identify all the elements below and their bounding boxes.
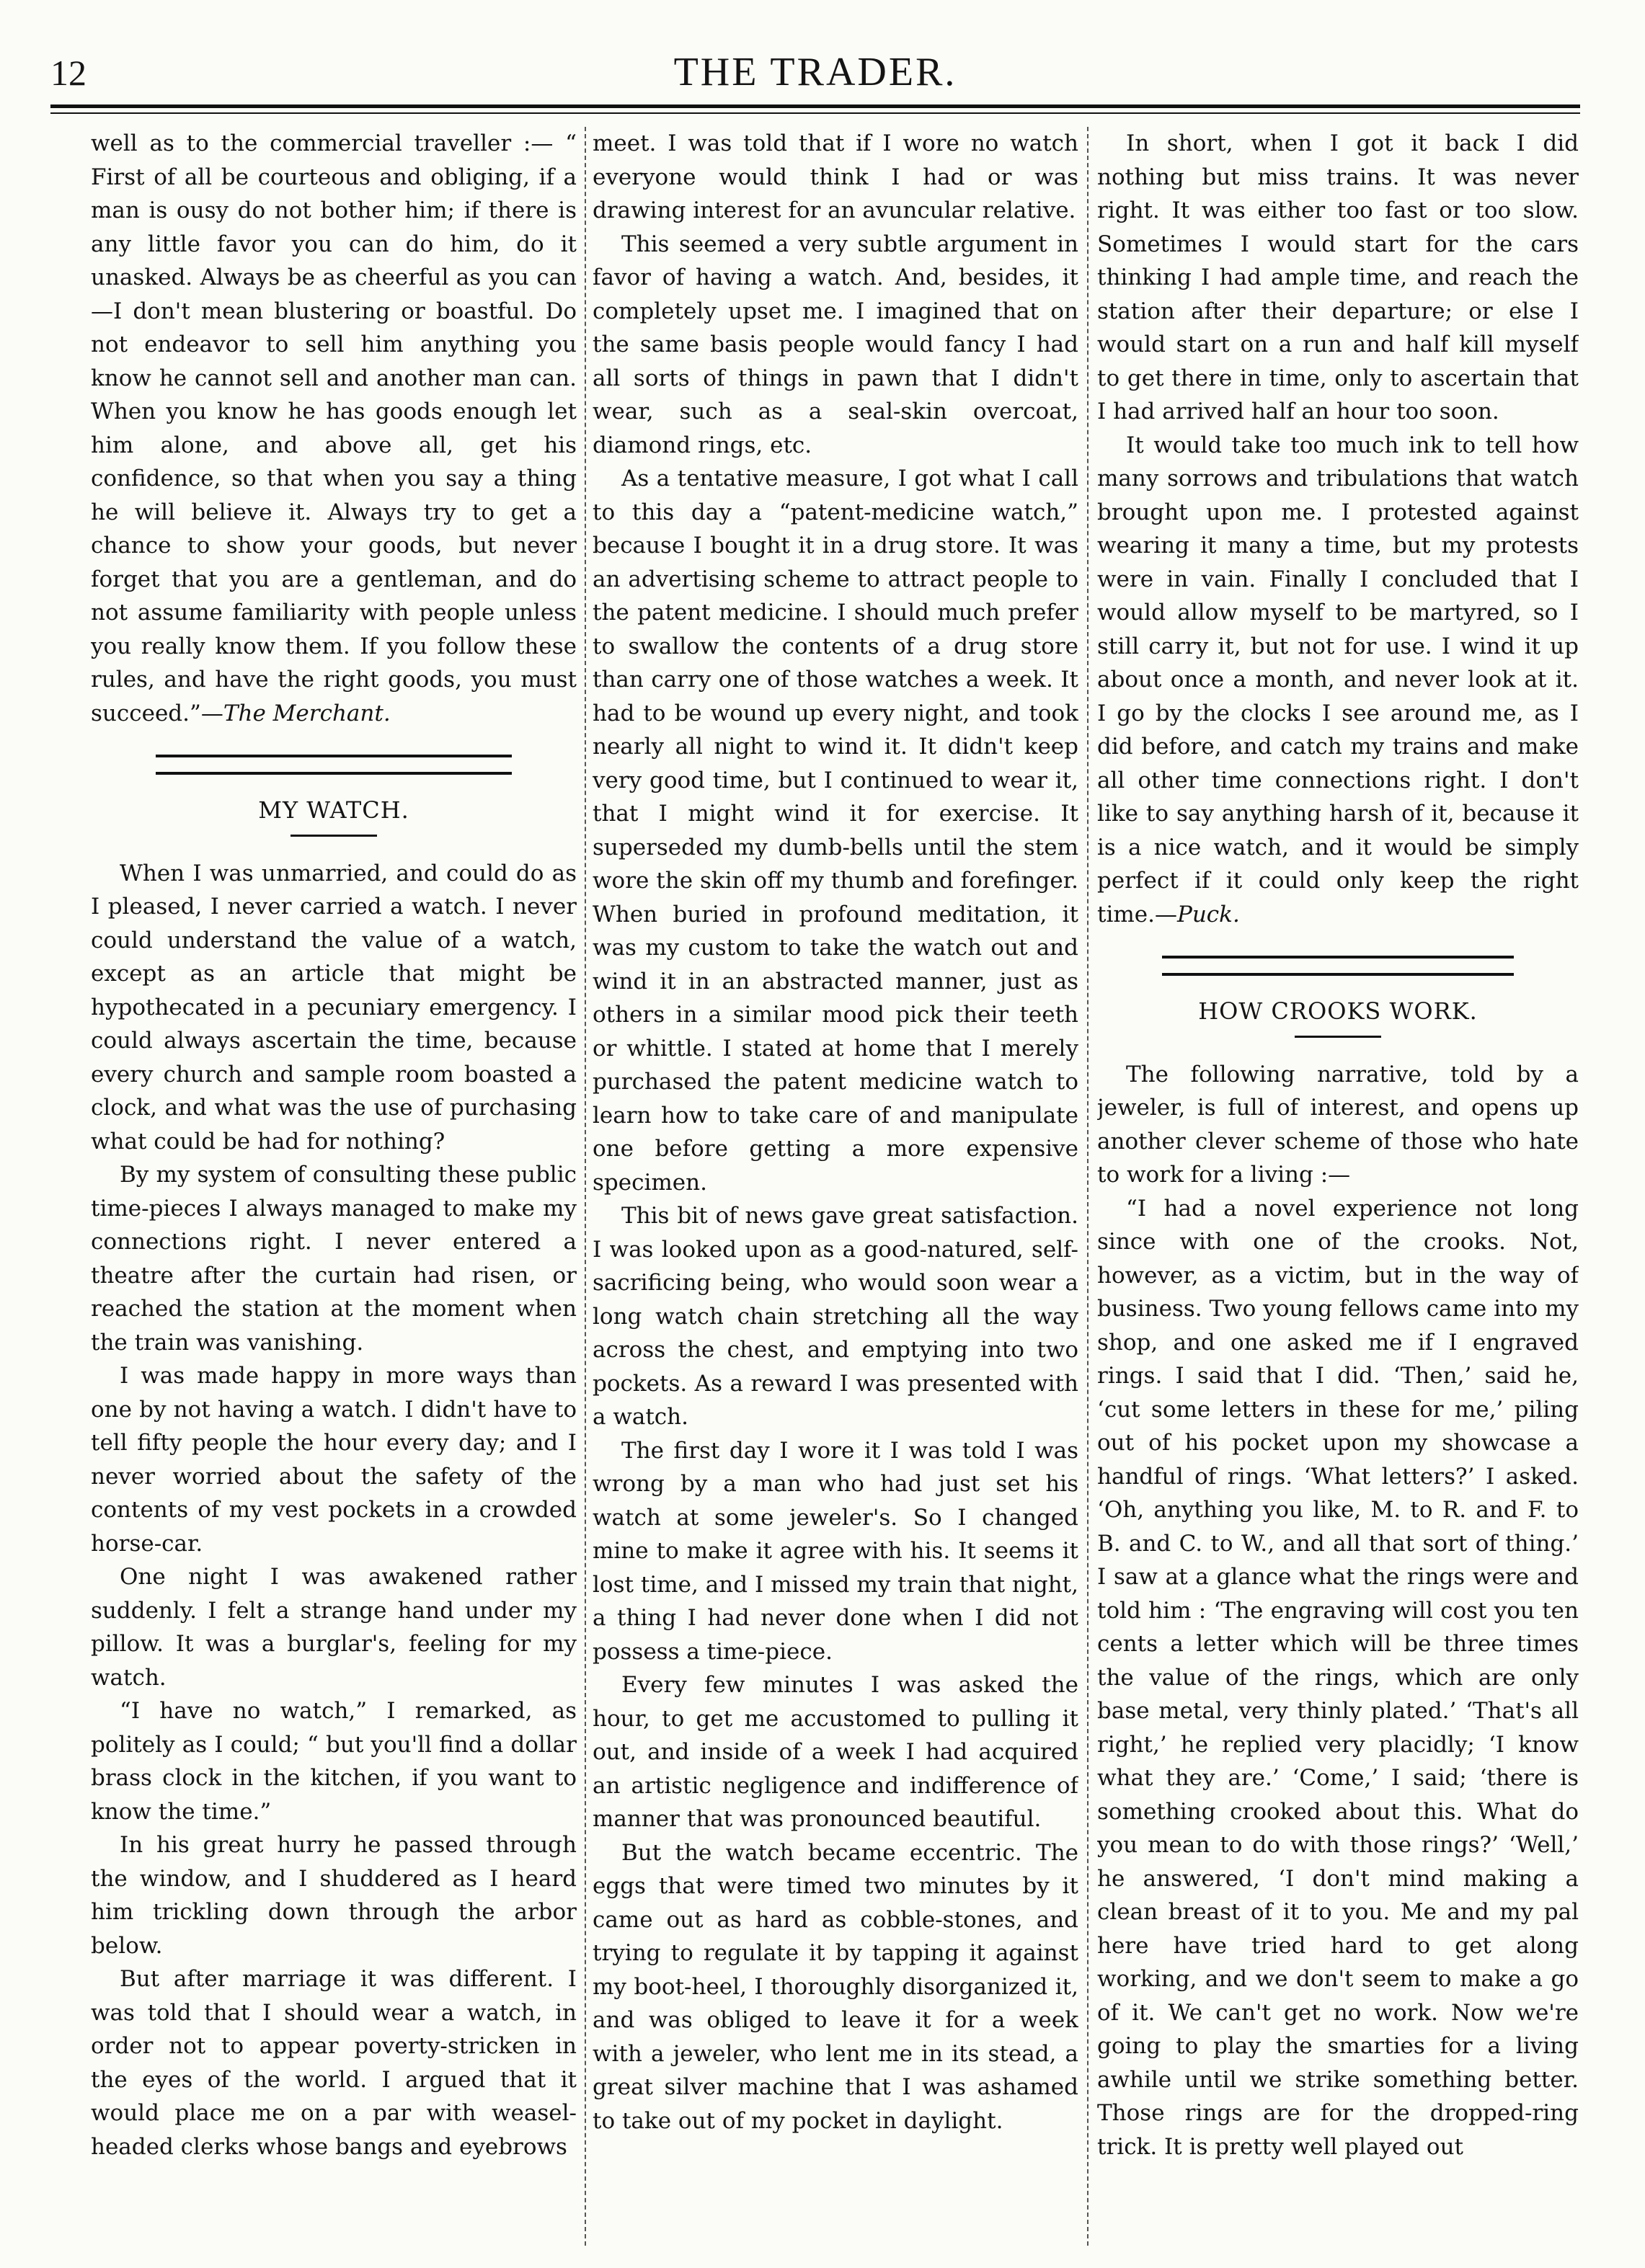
article-paragraph: This seemed a very subtle argument in favor of having a watch. And, besides, it completely upset me. I imagined that on the same basis people would fancy I had all sorts of things in pawn that I didn't wear, such as a seal-skin overcoat, diamond rings, etc. [593, 231, 1078, 458]
article-paragraph: By my system of consulting these public time-pieces I always managed to make my connections right. I never entered a theatre after the curtain had risen, or reached the station at the moment when the train was vanishing. [91, 1162, 577, 1356]
column-divider-2 [1087, 127, 1088, 2246]
article-paragraph: In short, when I got it back I did nothing but miss trains. It was never right. It was either too fast or too slow. Sometimes I would start for the cars thinking I had ample time, and reach the station after their departure; or else I would start on a run and half kill myself to get there in time, only to ascertain that I had arrived half an hour too soon. [1097, 130, 1579, 424]
column-2 [593, 127, 1078, 2246]
article-paragraph: This bit of news gave great satisfaction. I was looked upon as a good-natured, self-sacrificing being, who would soon wear a long watch chain stretching all the way across the chest, and emptying into two pockets. As a reward I was presented with a watch. [593, 1203, 1078, 1430]
article-paragraph: As a tentative measure, I got what I call to this day a “patent-medicine watch,” because I bought it in a drug store. It was an advertising scheme to attract people to the patent medicine. I should much prefer to swallow the contents of a drug store than carry one of those watches a week. It had to be wound up every night, and took nearly all night to wind it. It didn't keep very good time, but I continued to wear it, that I might wind it for exercise. It superseded my dumb-bells until the stem wore the skin off my thumb and forefinger. When buried in profound meditation, it was my custom to take the watch out and wind it in an abstracted manner, just as others in a similar mood pick their teeth or whittle. I stated at home that I merely purchased the patent medicine watch to learn how to take care of and manipulate one before getting a more expensive specimen. [593, 466, 1078, 1196]
article-paragraph: “I had a novel experience not long since with one of the crooks. Not, however, as a victim, but in the way of business. Two young fellows came into my shop, and one asked me if I engraved rings. I said that I did. ‘Then,’ said he, ‘cut some letters in these for me,’ piling out of his pocket upon my showcase a handful of rings. ‘What letters?’ I asked. ‘Oh, anything you like, M. to R. and F. to B. and C. to W., and all that sort of thing.’ I saw at a glance what the rings were and told him : ‘The engraving will cost you ten cents a letter which will be three times the value of the rings, which are only base metal, very thinly plated.’ ‘That's all right,’ he replied very placidly; ‘I know what they are.’ ‘Come,’ I said; ‘there is something crooked about this. What do you mean to do with those rings?’ ‘Well,’ he answered, ‘I don't mind making a clean breast of it to you. Me and my pal here have tried hard to get along working, and we don't seem to make a go of it. We can't get no work. Now we're going to play the smarties for a living awhile until we strike something better. Those rings are for the dropped-ring trick. It is pretty well played out [1097, 1195, 1579, 2160]
page-header [50, 43, 1580, 101]
article-heading: HOW CROOKS WORK. [1198, 997, 1478, 1025]
article-paragraph [1097, 429, 1579, 932]
column-3 [1097, 127, 1579, 2246]
page-number: 12 [50, 53, 87, 93]
article-paragraph: When I was unmarried, and could do as I pleased, I never carried a watch. I never could understand the value of a watch, except as an article that might be hypothecated in a pecuniary emergency. I could always ascertain the time, because every church and sample room boasted a clock, and what was the use of purchasing what could be had for nothing? [91, 860, 577, 1155]
column-divider-1 [585, 127, 586, 2246]
column-1 [91, 127, 577, 2246]
article-paragraph: Every few minutes I was asked the hour, to get me accustomed to pulling it out, and inside of a week I had acquired an artistic negligence and indifference of manner that was pronounced beautiful. [593, 1672, 1078, 1832]
source-attribution: The Merchant. [223, 700, 391, 726]
paragraph-text: well as to the commercial traveller :— “ First of all be courteous and obliging, if a man is ousy do not bother him; if there is any little favor you can do him, do it unasked. Always be as cheerful as you can—I don't mean blustering or boastful. Do not endeavor to sell him anything you know he cannot sell and another man can. When you know he has goods enough let him alone, and above all, get his confidence, so that when you say a thing he will believe it. Always try to get a chance to show your goods, but never forget that you are a gentleman, and do not assume familiarity with people unless you really know them. If you follow these rules, and have the right goods, you must succeed.”— [91, 130, 577, 726]
header-rule-thin [50, 112, 1580, 114]
heading-rule [291, 835, 377, 837]
article-heading: MY WATCH. [258, 796, 409, 824]
article-paragraph: I was made happy in more ways than one by not having a watch. I didn't have to tell fifty people the hour every day; and I never worried about the safety of the contents of my vest pockets in a crowded horse-car. [91, 1363, 577, 1557]
section-separator [156, 755, 512, 775]
article-paragraph: The following narrative, told by a jeweler, is full of interest, and opens up another clever scheme of those who hate to work for a living :— [1097, 1061, 1579, 1188]
source-attribution: Puck. [1176, 901, 1240, 928]
article-paragraph: meet. I was told that if I wore no watch everyone would think I had or was drawing interest for an avuncular relative. [593, 130, 1078, 223]
newspaper-title: THE TRADER. [673, 50, 957, 94]
article-paragraph: “I have no watch,” I remarked, as politely as I could; “ but you'll find a dollar brass clock in the kitchen, if you want to know the time.” [91, 1698, 577, 1825]
article-paragraph: But after marriage it was different. I was told that I should wear a watch, in order not to appear poverty-stricken in the eyes of the world. I argued that it would place me on a par with weasel-headed clerks whose bangs and eyebrows [91, 1966, 577, 2160]
article-paragraph: In his great hurry he passed through the window, and I shuddered as I heard him trickling down through the arbor below. [91, 1832, 577, 1959]
article-paragraph: One night I was awakened rather suddenly. I felt a strange hand under my pillow. It was a burglar's, feeling for my watch. [91, 1564, 577, 1691]
heading-rule [1295, 1036, 1381, 1038]
paragraph-text: It would take too much ink to tell how many sorrows and tribulations that watch brought upon me. I protested against wearing it many a time, but my protests were in vain. Finally I concluded that I would allow myself to be martyred, so I still carry it, but not for use. I wind it up about once a month, and never look at it. I go by the clocks I see around me, as I did before, and catch my trains and make all other time connections right. I don't like to say anything harsh of it, because it is a nice watch, and it would be simply perfect if it could only keep the right time.— [1097, 432, 1579, 928]
section-separator [1162, 956, 1514, 976]
article-paragraph: But the watch became eccentric. The eggs that were timed two minutes by it came out as hard as cobble-stones, and trying to regulate it by tapping it against my boot-heel, I thoroughly disorganized it, and was obliged to leave it for a week with a jeweler, who lent me in its stead, a great silver machine that I was ashamed to take out of my pocket in daylight. [593, 1839, 1078, 2134]
header-rule-thick [50, 104, 1580, 108]
article-paragraph [91, 127, 577, 730]
article-paragraph: The first day I wore it I was told I was wrong by a man who had just set his watch at some jeweler's. So I changed mine to make it agree with his. It seems it lost time, and I missed my train that night, a thing I had never done when I did not possess a time-piece. [593, 1437, 1078, 1665]
